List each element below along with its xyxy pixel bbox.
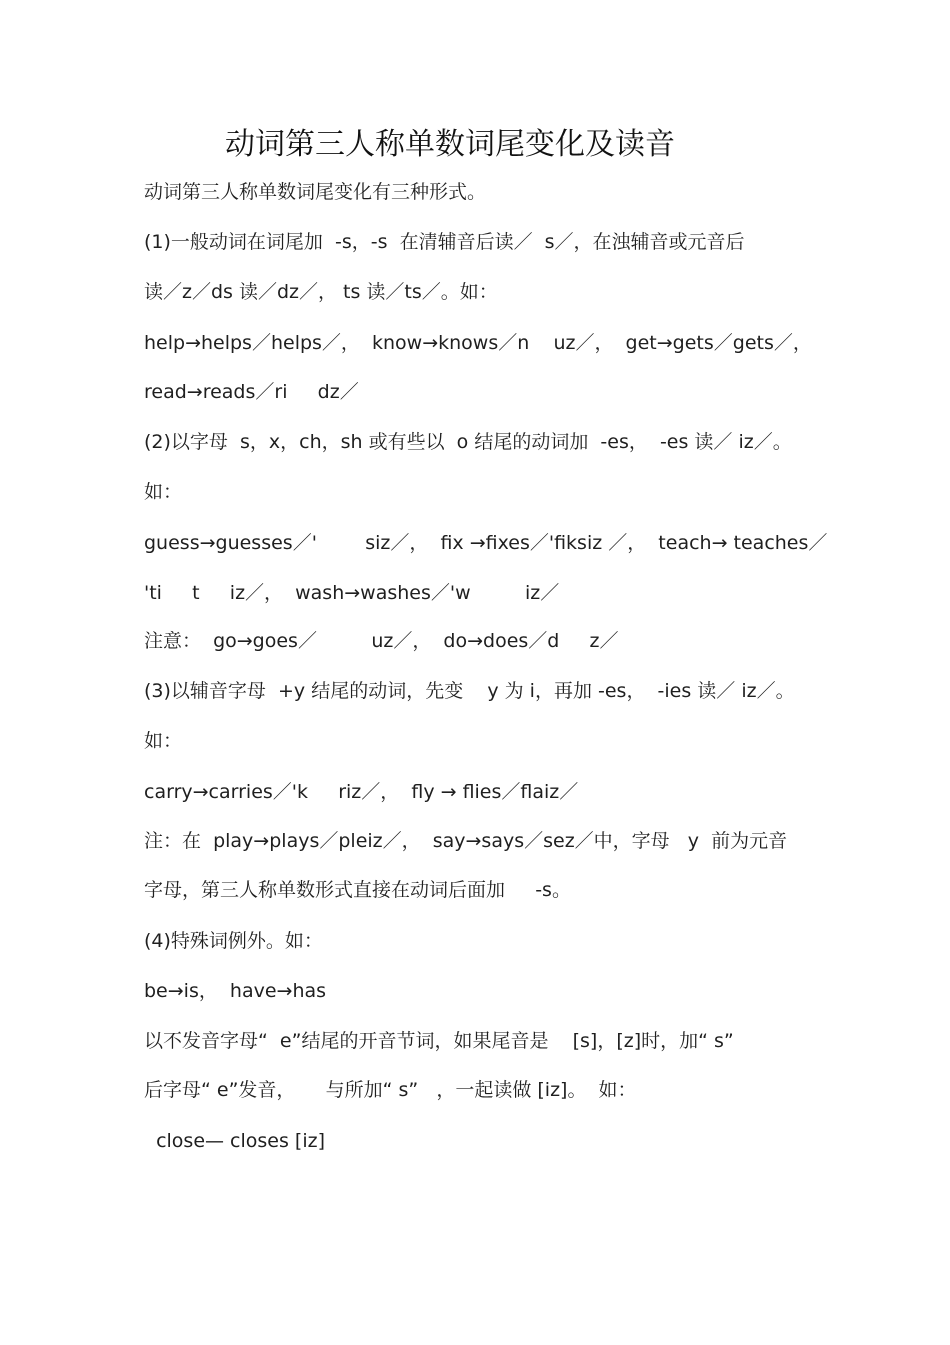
- text-line: guess→guesses／' siz／， fix →fixes／'fiksiz ／， teach→ teaches／: [144, 532, 828, 554]
- text-line: close— closes [iz]: [144, 1130, 326, 1152]
- text-line: (3)以辅音字母 +y 结尾的动词，先变 y 为 i，再加 -es， -ies 读／ iz／。: [144, 680, 795, 702]
- text-line: (4)特殊词例外。如：: [144, 930, 323, 952]
- text-line: 动词第三人称单数词尾变化有三种形式。: [144, 181, 487, 203]
- text-line: help→helps／helps／， know→knows／n uz／， get→gets／gets／，: [144, 332, 812, 354]
- text-line: 如：: [144, 481, 183, 503]
- text-line: carry→carries／'k riz／， fly → flies／flaiz／: [144, 781, 579, 803]
- text-line: 如：: [144, 730, 183, 752]
- text-line: read→reads／ri dz／: [144, 381, 359, 403]
- text-line: 注意： go→goes／ uz／， do→does／d z／: [144, 630, 619, 652]
- page-title: 动词第三人称单数词尾变化及读音: [225, 127, 675, 162]
- text-line: 注：在 play→plays／pleiz／， say→says／sez／中，字母 y 前为元音: [144, 830, 788, 852]
- text-line: 'ti t iz／， wash→washes／'w iz／: [144, 582, 560, 604]
- text-line: 读／z／ds 读／dz／， ts 读／ts／。如：: [144, 281, 498, 303]
- text-line: 字母，第三人称单数形式直接在动词后面加 -s。: [144, 879, 571, 901]
- text-line: (1)一般动词在词尾加 -s，-s 在清辅音后读／ s／，在浊辅音或元音后: [144, 231, 745, 253]
- text-line: (2)以字母 s，x，ch，sh 或有些以 o 结尾的动词加 -es， -es 读／ iz／。: [144, 431, 792, 453]
- text-line: 后字母“ e”发音， 与所加“ s” ，一起读做 [iz]。 如：: [144, 1079, 637, 1101]
- text-line: be→is， have→has: [144, 980, 327, 1002]
- text-line: 以不发音字母“ e”结尾的开音节词，如果尾音是 [s]，[z]时，加“ s”: [144, 1030, 734, 1052]
